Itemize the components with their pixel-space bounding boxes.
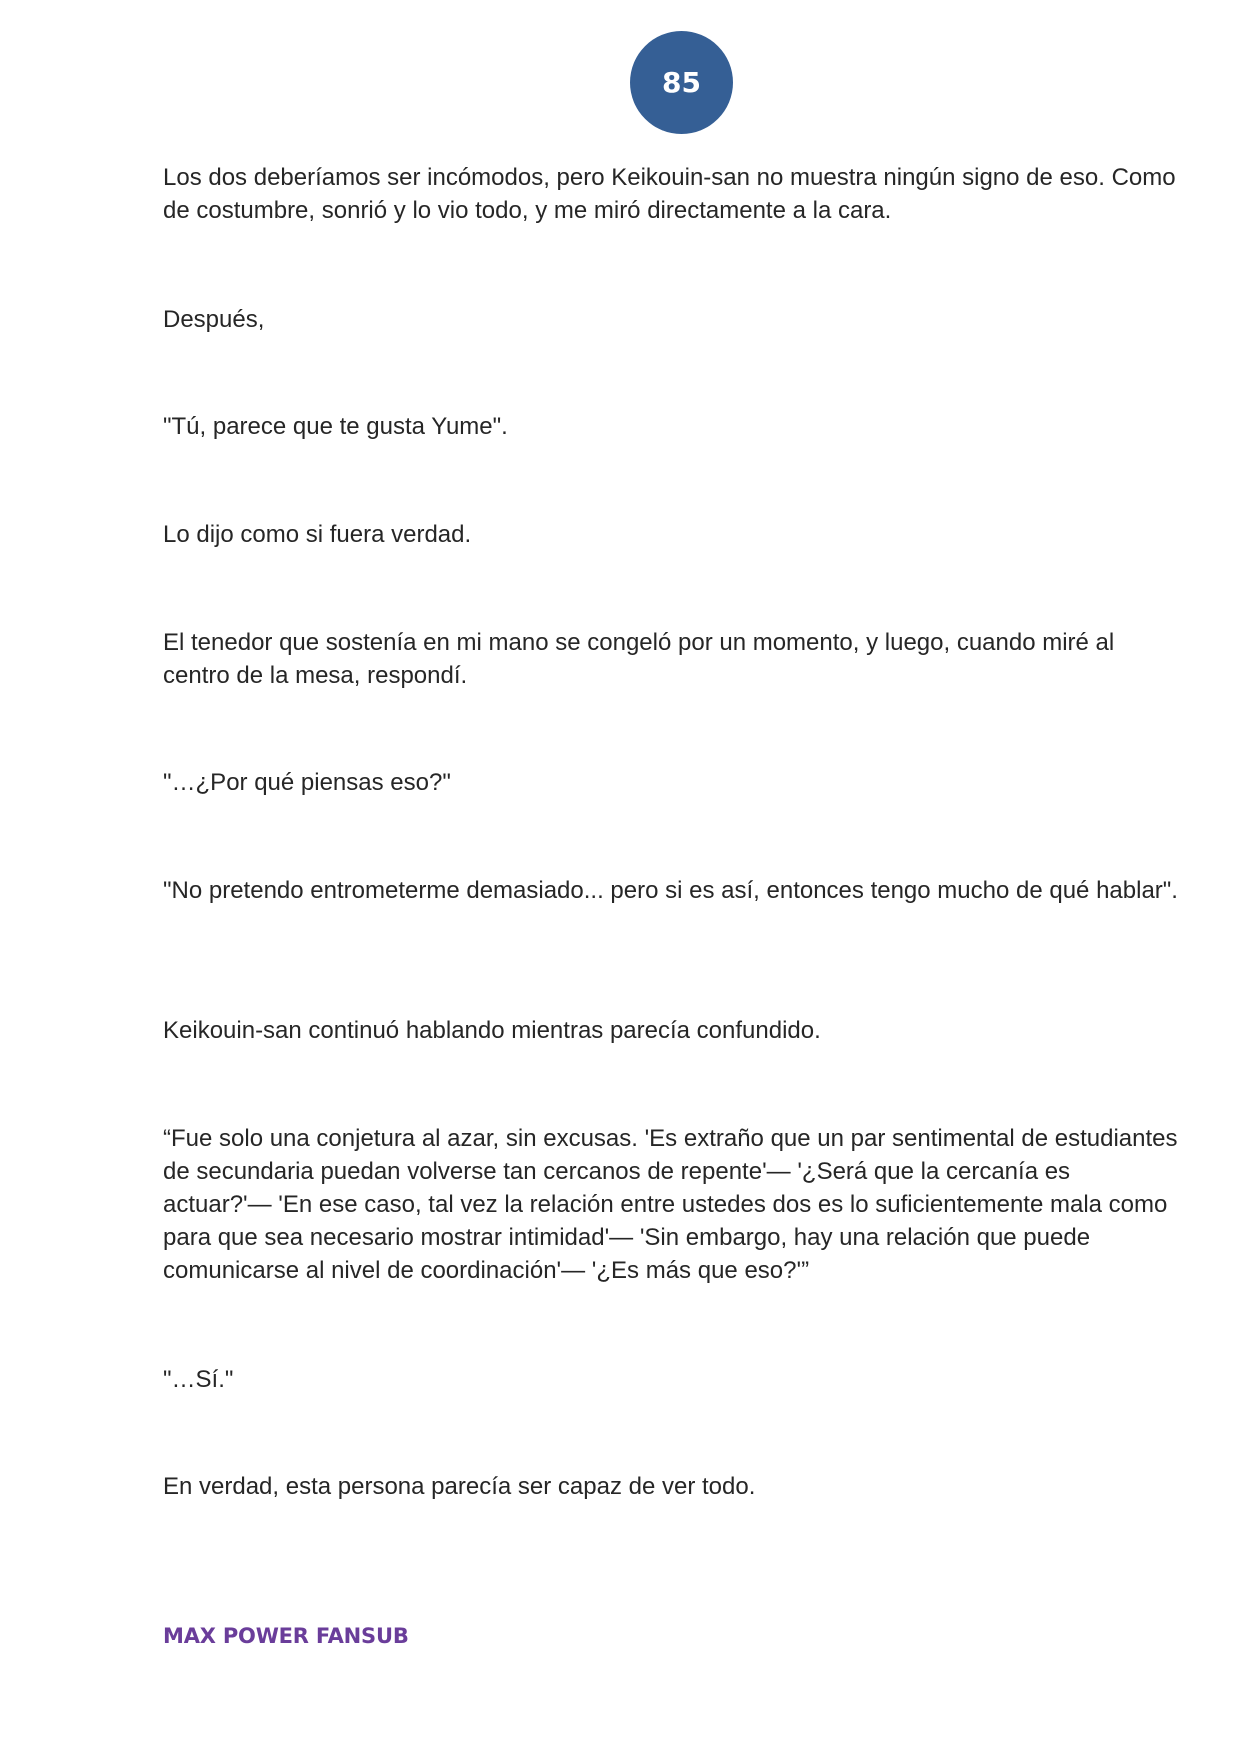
paragraph-1: Los dos deberíamos ser incómodos, pero Keikouin-san no muestra ningún signo de eso. Como de costumbre, sonrió y lo vio todo, y me miró directamente a la cara. bbox=[163, 164, 1176, 224]
paragraph-2: Después, bbox=[163, 306, 265, 333]
paragraph-11: En verdad, esta persona parecía ser capaz de ver todo. bbox=[163, 1473, 756, 1500]
paragraph-9: “Fue solo una conjetura al azar, sin excusas. 'Es extraño que un par sentimental de estudiantes de secundaria puedan volverse tan cercanos de repente'— '¿Será que la cercanía es actuar?'— 'En ese caso, tal vez la relación entre ustedes dos es lo suficientemente mala como para que sea necesario mostrar intimidad'— 'Sin embargo, hay una relación que puede comunicarse al nivel de coordinación'— '¿Es más que eso?'” bbox=[163, 1125, 1178, 1284]
paragraph-5: El tenedor que sostenía en mi mano se congeló por un momento, y luego, cuando miré al centro de la mesa, respondí. bbox=[163, 629, 1115, 689]
footer-credit: MAX POWER FANSUB bbox=[163, 1624, 409, 1648]
paragraph-6: "…¿Por qué piensas eso?" bbox=[163, 769, 451, 796]
paragraph-10: "…Sí." bbox=[163, 1366, 234, 1393]
page-number-badge: 85 bbox=[630, 31, 733, 134]
paragraph-3: "Tú, parece que te gusta Yume". bbox=[163, 413, 508, 440]
paragraph-4: Lo dijo como si fuera verdad. bbox=[163, 521, 472, 548]
paragraph-7: "No pretendo entrometerme demasiado... pero si es así, entonces tengo mucho de qué hablar". bbox=[163, 877, 1178, 904]
paragraph-8: Keikouin-san continuó hablando mientras parecía confundido. bbox=[163, 1017, 821, 1044]
